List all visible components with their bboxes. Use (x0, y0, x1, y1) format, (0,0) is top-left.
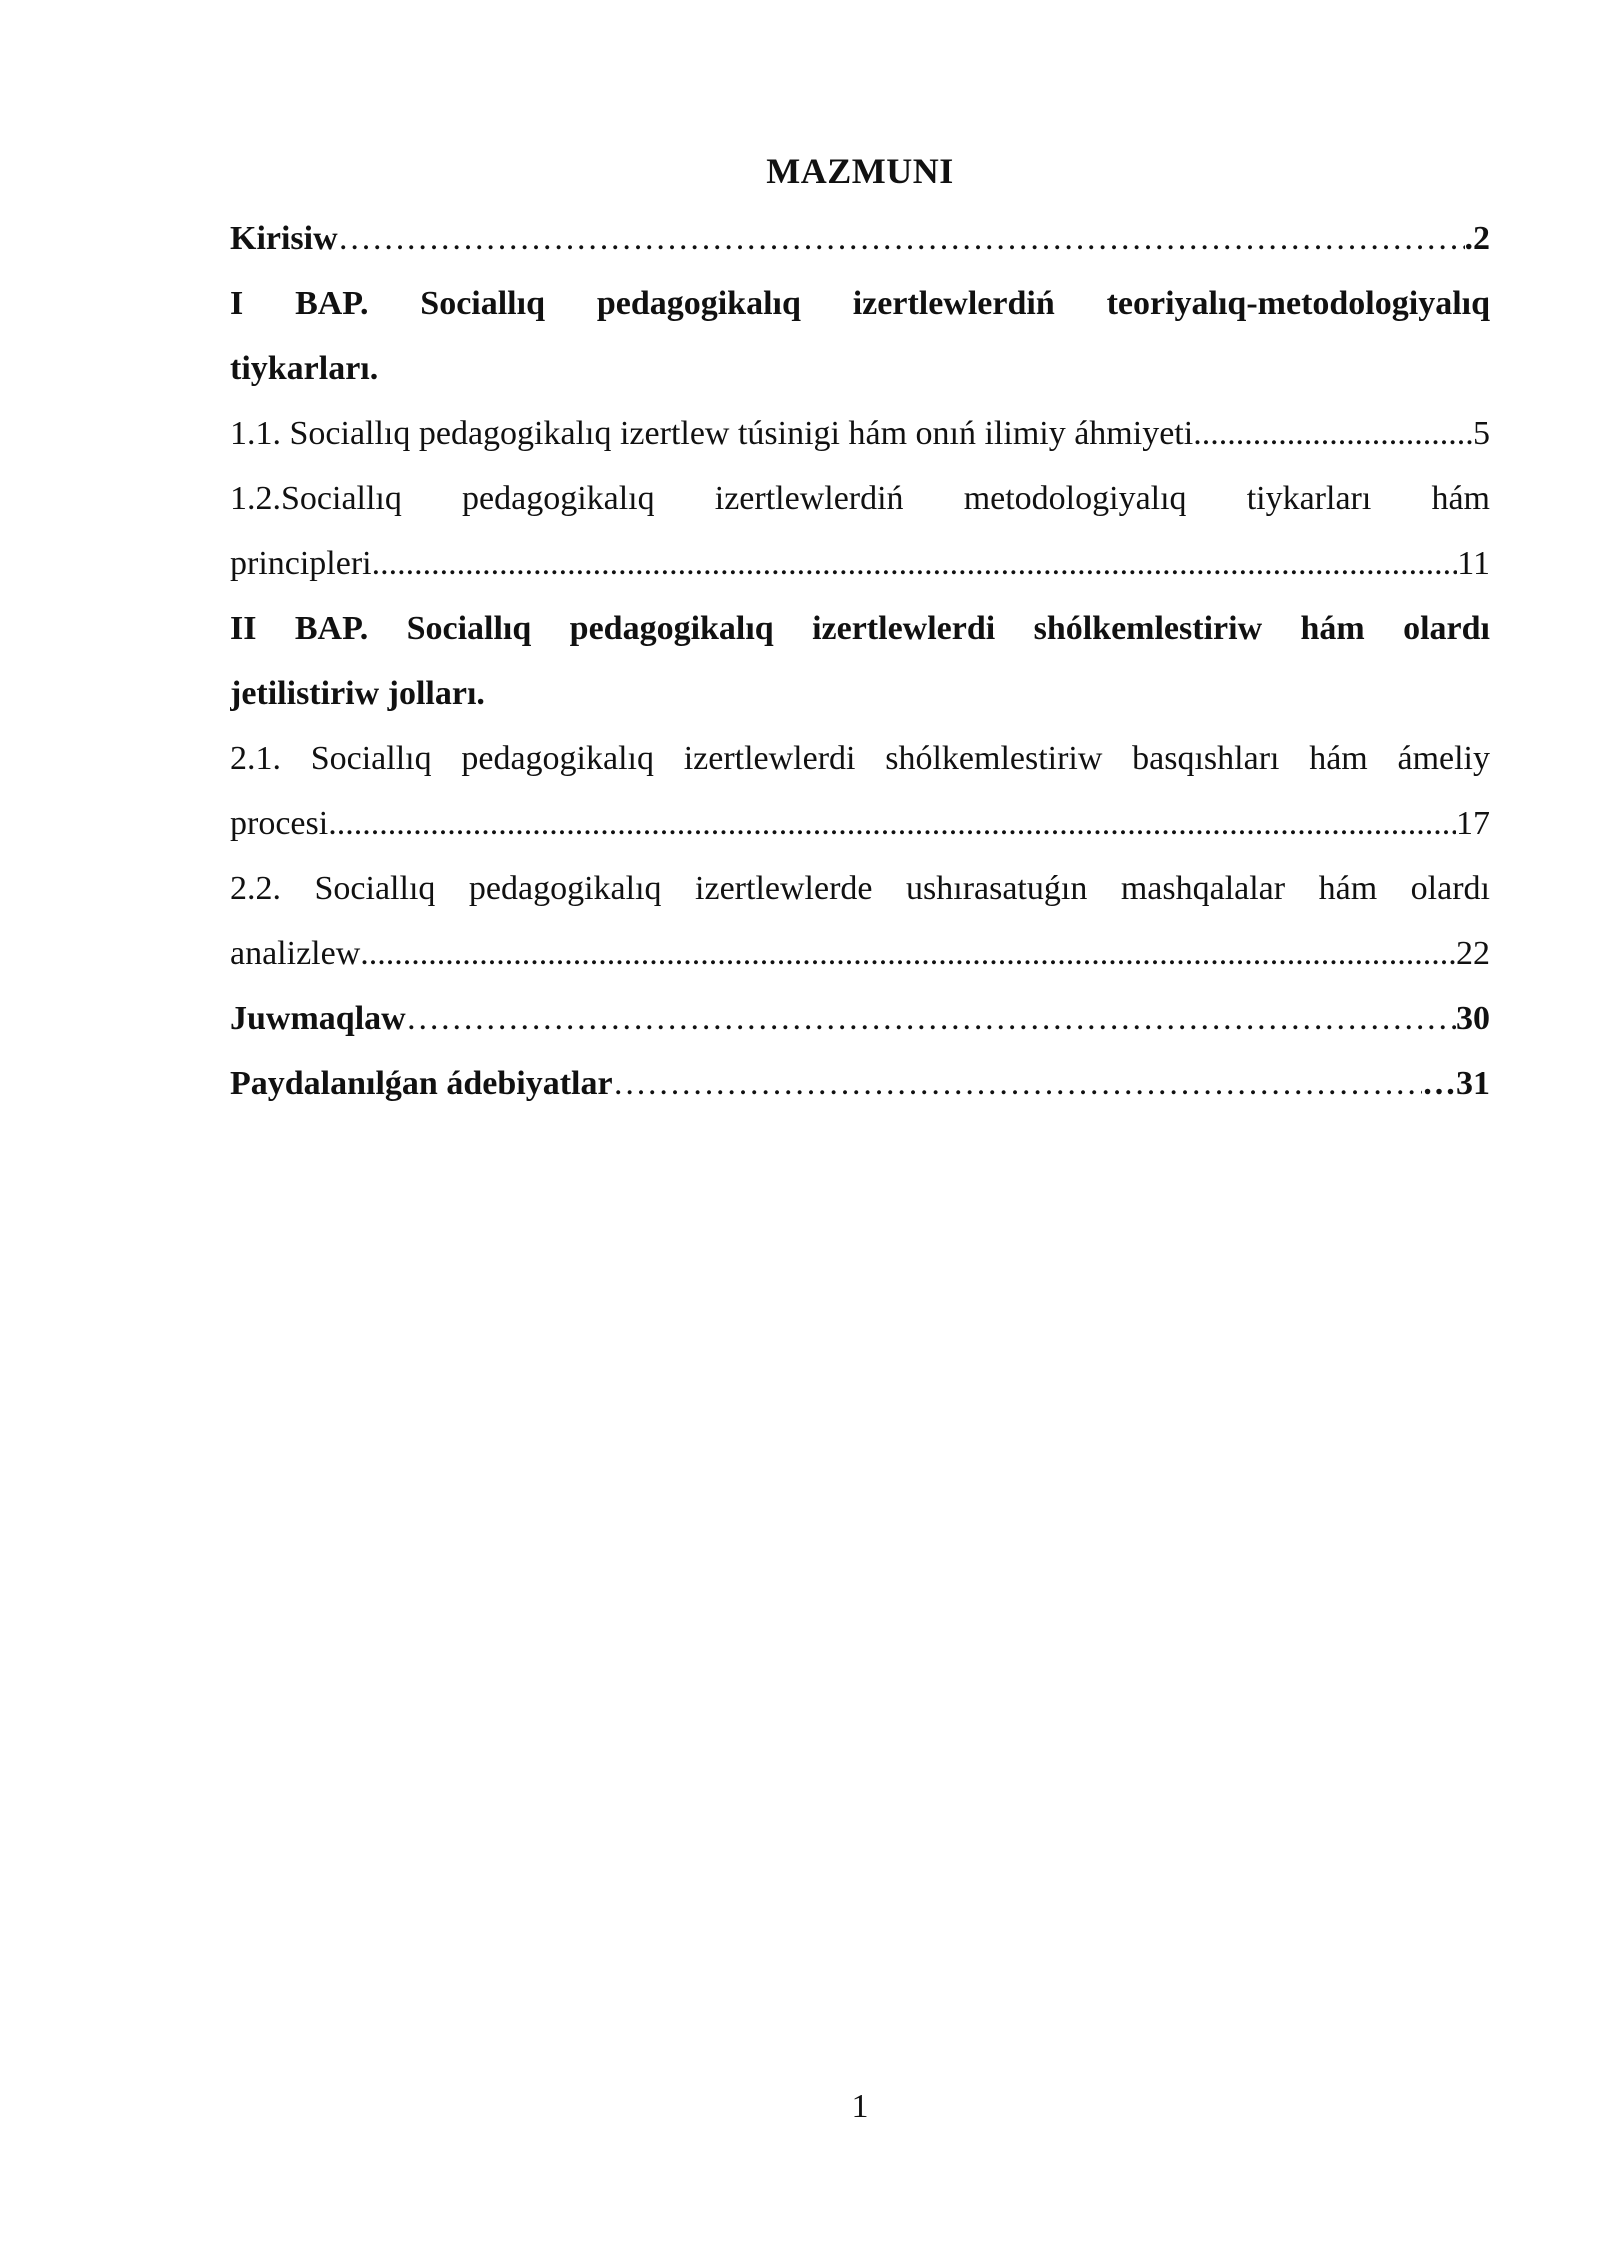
toc-entry-1-2-line2[interactable] (230, 531, 1490, 596)
toc-leader-dots (338, 206, 1465, 271)
toc-title: MAZMUNI (766, 151, 954, 191)
toc-page-number: 30 (1456, 1000, 1490, 1037)
page-number: 1 (851, 2088, 869, 2125)
toc-entry-juwmaqlaw[interactable] (230, 986, 1490, 1051)
toc-entry-2-1-line2[interactable] (230, 791, 1490, 856)
toc-entry-2-1-line1[interactable]: 2.1. Sociallıq pedagogikalıq izertlewlerdi shólkemlestiriw basqıshları hám ámeliy (230, 740, 1490, 777)
toc-page-number: 22 (1456, 935, 1490, 972)
toc-entry-label: Kirisiw (230, 220, 338, 257)
toc-leader-dots (372, 531, 1458, 596)
toc-entry-1-1[interactable] (230, 401, 1490, 466)
toc-entry-paydalanilgan[interactable] (230, 1051, 1490, 1116)
toc-leader-dots (406, 986, 1456, 1051)
toc-leader-dots (360, 921, 1456, 986)
table-of-contents (230, 206, 1490, 1116)
toc-entry-label: analizlew (230, 935, 361, 972)
toc-entry-label: procesi (230, 805, 329, 842)
toc-chapter-1-line1[interactable]: I BAP. Sociallıq pedagogikalıq izertlewlerdiń teoriyalıq-metodologiyalıq (230, 285, 1490, 322)
toc-entry-label: Juwmaqlaw (230, 1000, 406, 1037)
toc-entry-label: Paydalanılǵan ádebiyatlar (230, 1065, 613, 1102)
toc-page-number: .2 (1464, 220, 1490, 257)
toc-page-number: …31 (1422, 1065, 1490, 1102)
toc-entry-label: 1.1. Sociallıq pedagogikalıq izertlew túsinigi hám onıń ilimiy áhmiyeti (230, 415, 1194, 452)
toc-page-number: 5 (1473, 415, 1490, 452)
toc-page-number: 17 (1456, 805, 1490, 842)
toc-chapter-2-line2[interactable]: jetilistiriw jolları. (230, 675, 485, 712)
toc-leader-dots (328, 791, 1456, 856)
toc-chapter-2-line1[interactable]: II BAP. Sociallıq pedagogikalıq izertlewlerdi shólkemlestiriw hám olardı (230, 610, 1490, 647)
toc-entry-2-2-line2[interactable] (230, 921, 1490, 986)
toc-leader-dots (1193, 401, 1473, 466)
toc-entry-2-2-line1[interactable]: 2.2. Sociallıq pedagogikalıq izertlewlerde ushırasatuǵın mashqalalar hám olardı (230, 870, 1490, 907)
toc-leader-dots (613, 1051, 1422, 1116)
toc-entry-kirisiw[interactable] (230, 206, 1490, 271)
toc-entry-label: principleri (230, 545, 372, 582)
toc-chapter-1-line2[interactable]: tiykarları. (230, 350, 379, 387)
toc-entry-1-2-line1[interactable]: 1.2.Sociallıq pedagogikalıq izertlewlerdiń metodologiyalıq tiykarları hám (230, 480, 1490, 517)
toc-page-number: 11 (1457, 545, 1490, 582)
